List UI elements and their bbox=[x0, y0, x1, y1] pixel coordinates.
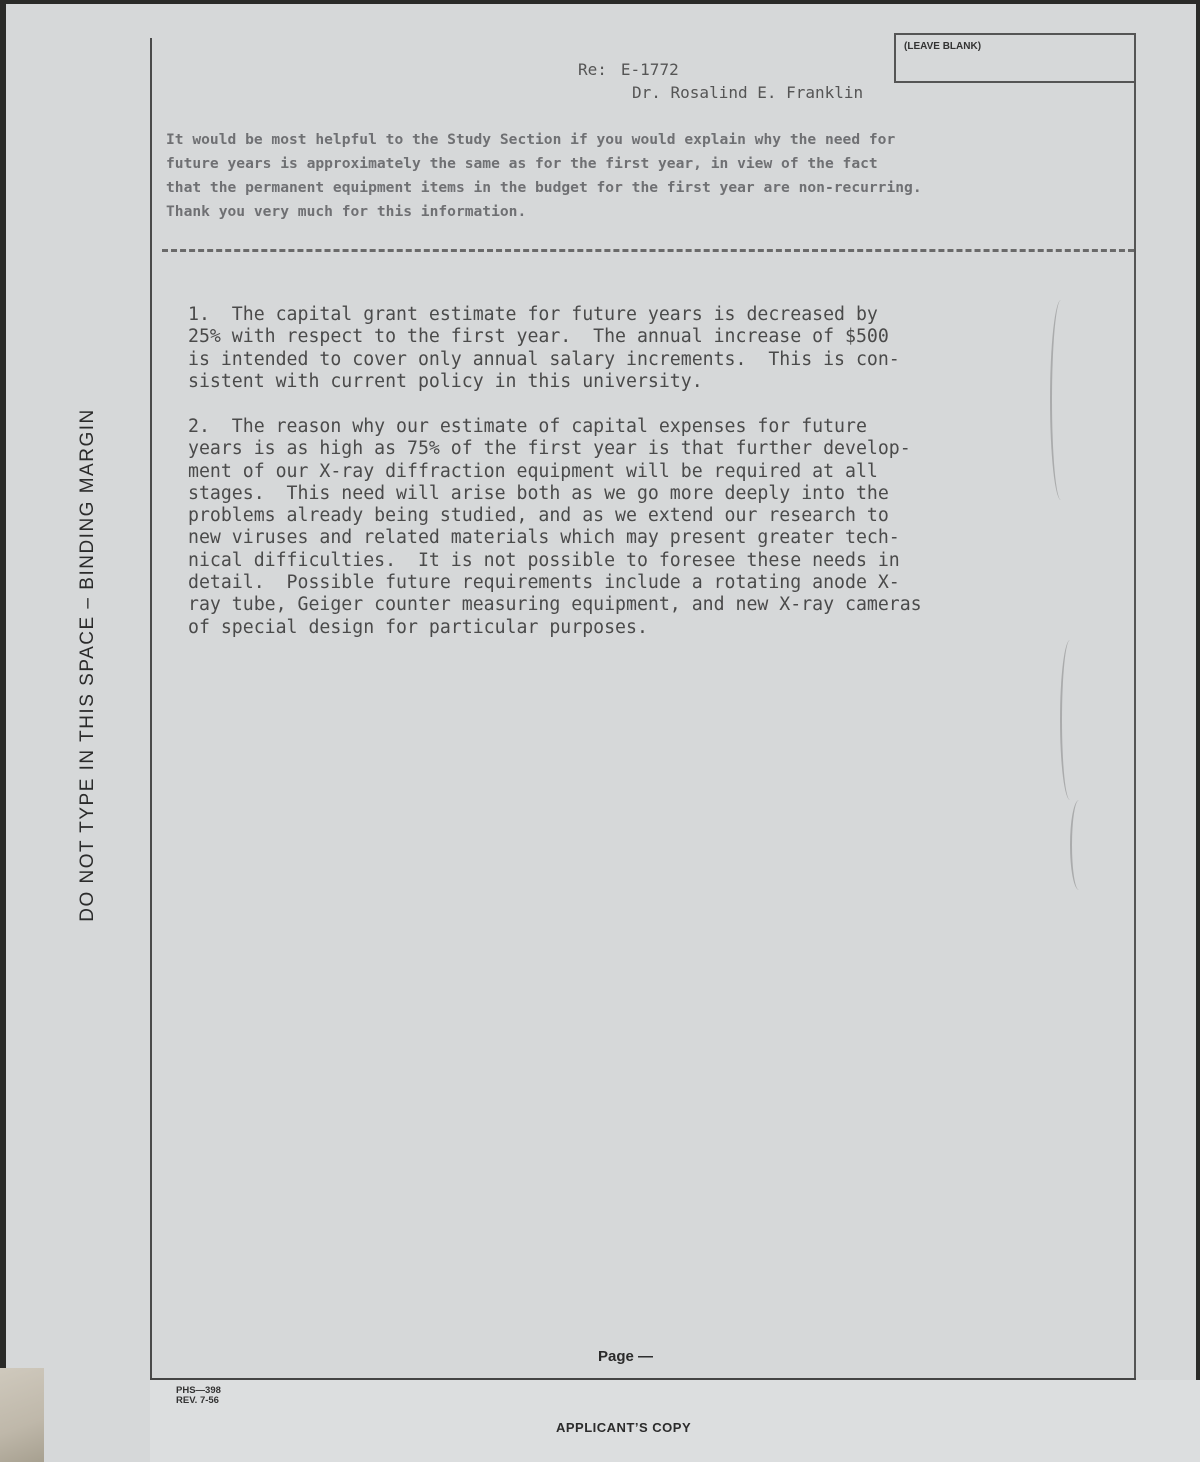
page-number-label: Page — bbox=[598, 1348, 654, 1365]
pencil-mark bbox=[1070, 800, 1088, 890]
response-paragraph-1: 1. The capital grant estimate for future years is decreased by 25% with respect to the first year. The annual increase of $500 is intended to cover only annual salary increments. This is con- sistent with current policy in this university. bbox=[188, 304, 900, 392]
scan-edge-top bbox=[0, 0, 1200, 4]
applicants-copy-label: APPLICANT’S COPY bbox=[556, 1420, 692, 1435]
scan-edge-left bbox=[0, 0, 6, 1462]
binding-margin-label: DO NOT TYPE IN THIS SPACE – BINDING MARGIN bbox=[77, 408, 98, 922]
frame-bottom-border bbox=[150, 1378, 1136, 1380]
dashed-divider bbox=[162, 249, 1134, 252]
form-identifier: PHS—398 REV. 7-56 bbox=[176, 1385, 221, 1406]
binding-margin-line bbox=[150, 38, 152, 1378]
reference-number: E-1772 bbox=[620, 60, 679, 79]
re-label: Re: bbox=[578, 60, 607, 79]
torn-corner bbox=[0, 1368, 44, 1462]
pencil-mark bbox=[1060, 640, 1080, 800]
scan-edge-right bbox=[1196, 0, 1200, 1462]
leave-blank-label: (LEAVE BLANK) bbox=[904, 41, 982, 52]
applicant-name: Dr. Rosalind E. Franklin bbox=[632, 83, 864, 102]
leave-blank-box bbox=[894, 33, 1136, 83]
study-section-query: It would be most helpful to the Study Section if you would explain why the need for future years is approximately the same as for the first year, in view of the fact that the permanent equipment items in the budget for the first year are non-recurring. Thank you very much for this information. bbox=[166, 131, 922, 220]
frame-right-border bbox=[1134, 34, 1136, 1380]
response-paragraph-2: 2. The reason why our estimate of capital expenses for future years is as high as 75% of the first year is that further develop- ment of our X-ray diffraction equipment will be required at all stages. This need will arise both as we go more deeply into the problems already being studied, and as we extend our research to new viruses and related materials which may present greater tech- nical difficulties. It is not possible to foresee these needs in detail. Possible future requirements include a rotating anode X- ray tube, Geiger counter measuring equipment, and new X-ray cameras of special design for particular purposes. bbox=[188, 416, 922, 638]
pencil-mark bbox=[1050, 300, 1072, 500]
reference-line bbox=[578, 60, 679, 79]
